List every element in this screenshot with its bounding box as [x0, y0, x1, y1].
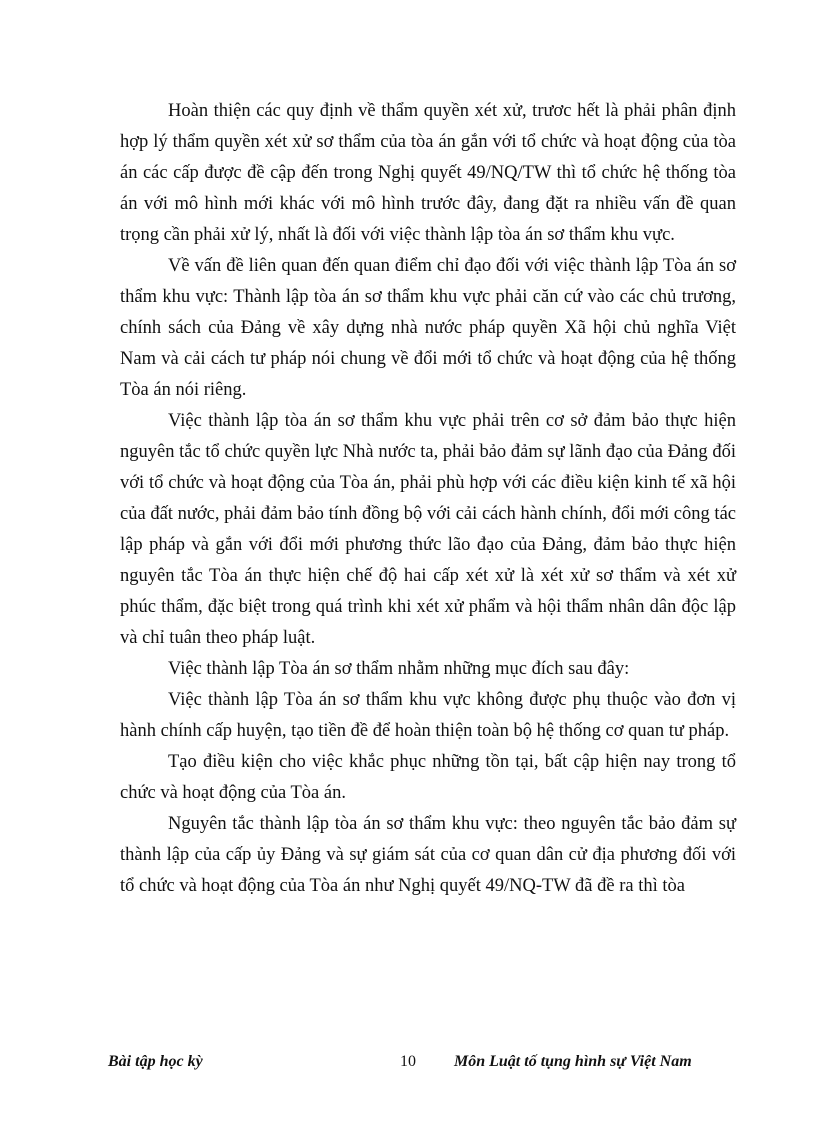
page-number: 10 [400, 1053, 416, 1070]
page-footer [108, 1053, 708, 1077]
paragraph-4: Việc thành lập Tòa án sơ thẩm nhằm những mục đích sau đây: [168, 659, 630, 679]
body-text [120, 96, 736, 902]
paragraph-1: Hoàn thiện các quy định về thẩm quyền xét xử, trươc hết là phải phân định hợp lý thẩm quyền xét xử sơ thẩm của tòa án gắn với tổ chức và hoạt động của tòa án các cấp được đề cập đến trong Nghị quyết 49/NQ/TW thì tổ chức hệ thống tòa án với mô hình mới khác với mô hình trước đây, đang đặt ra nhiều vấn đề quan trọng cần phải xử lý, nhất là đối với việc thành lập tòa án sơ thẩm khu vực. [120, 101, 736, 245]
paragraph-5: Việc thành lập Tòa án sơ thẩm khu vực không được phụ thuộc vào đơn vị hành chính cấp huyện, tạo tiền đề để hoàn thiện toàn bộ hệ thống cơ quan tư pháp. [120, 690, 736, 741]
paragraph-3: Việc thành lập tòa án sơ thẩm khu vực phải trên cơ sở đảm bảo thực hiện nguyên tắc tổ chức quyền lực Nhà nước ta, phải bảo đảm sự lãnh đạo của Đảng đối với tổ chức và hoạt động của Tòa án, phải phù hợp với các điều kiện kinh tế xã hội của đất nước, phải đảm bảo tính đồng bộ với cải cách hành chính, đổi mới công tác lập pháp và gắn với đổi mới phương thức lão đạo của Đảng, đảm bảo thực hiện nguyên tắc Tòa án thực hiện chế độ hai cấp xét xử là xét xử sơ thẩm và xét xử phúc thẩm, đặc biệt trong quá trình khi xét xử phẩm và hội thẩm nhân dân độc lập và chỉ tuân theo pháp luật. [120, 411, 736, 648]
paragraph-7: Nguyên tắc thành lập tòa án sơ thẩm khu vực: theo nguyên tắc bảo đảm sự thành lập của cấp ủy Đảng và sự giám sát của cơ quan dân cử địa phương đối với tổ chức và hoạt động của Tòa án như Nghị quyết 49/NQ-TW đã đề ra thì tòa [120, 814, 736, 896]
footer-course-label: Bài tập học kỳ [108, 1053, 203, 1070]
footer-subject-label: Môn Luật tố tụng hình sự Việt Nam [454, 1053, 692, 1070]
paragraph-6: Tạo điều kiện cho việc khắc phục những tồn tại, bất cập hiện nay trong tổ chức và hoạt động của Tòa án. [120, 752, 736, 803]
paragraph-2: Về vấn đề liên quan đến quan điểm chỉ đạo đối với việc thành lập Tòa án sơ thẩm khu vực: Thành lập tòa án sơ thẩm khu vực phải căn cứ vào các chủ trương, chính sách của Đảng về xây dựng nhà nước pháp quyền Xã hội chủ nghĩa Việt Nam và cải cách tư pháp nói chung về đổi mới tổ chức và hoạt động của hệ thống Tòa án nói riêng. [120, 256, 736, 400]
